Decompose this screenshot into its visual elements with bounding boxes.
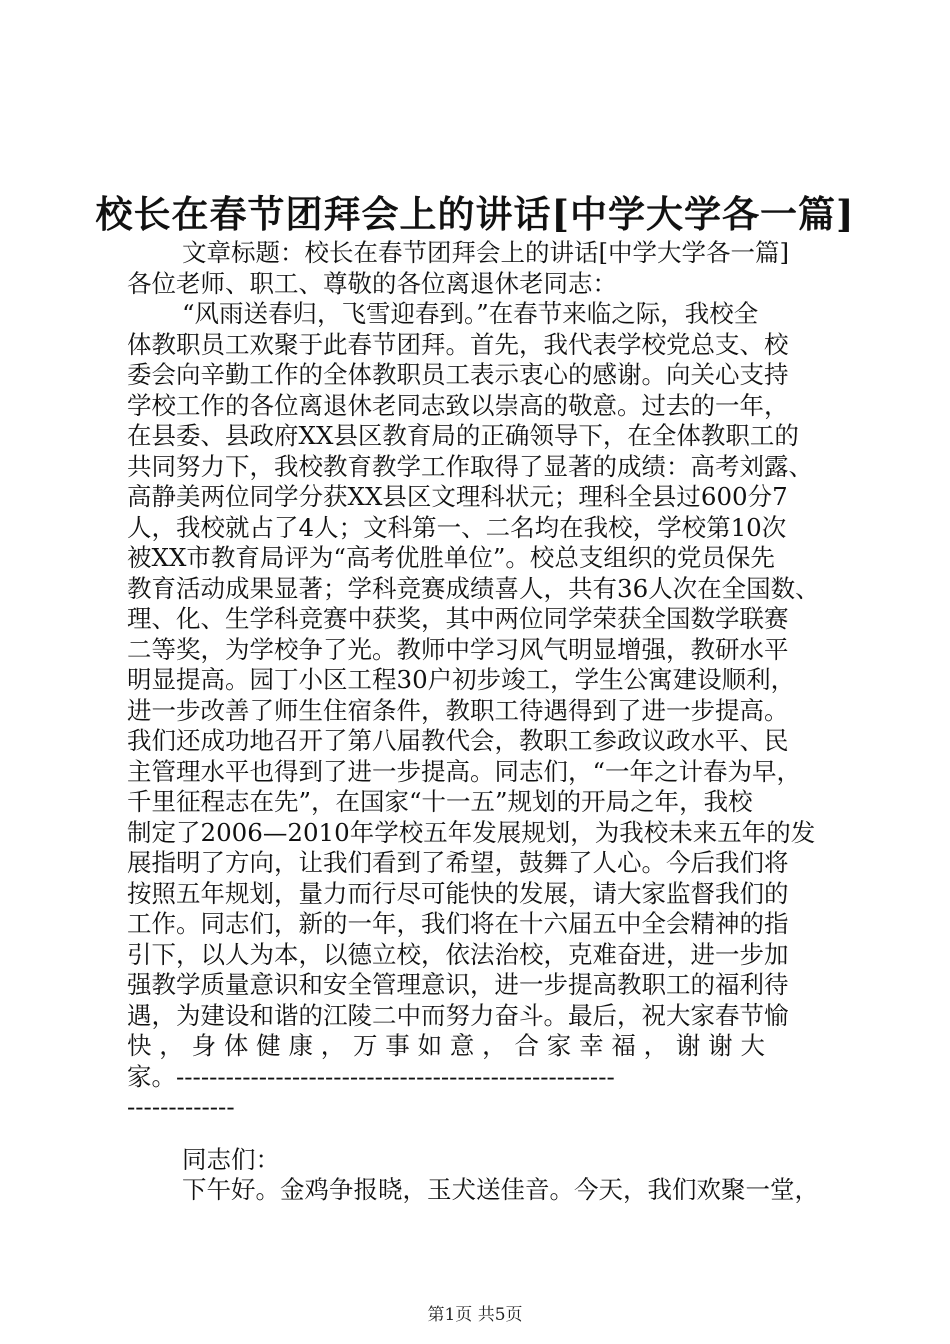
- text-line: 工作。同志们，新的一年，我们将在十六届五中全会精神的指: [127, 909, 789, 938]
- text-line: 委会向辛勤工作的全体教职员工表示衷心的感谢。向关心支持: [127, 360, 789, 389]
- text-line: 理、化、生学科竞赛中获奖，其中两位同学荣获全国数学联赛: [127, 604, 789, 633]
- text-line: 人，我校就占了4人；文科第一、二名均在我校，学校第10次: [127, 512, 787, 542]
- text-line: 引下，以人为本，以德立校，依法治校，克难奋进，进一步加: [127, 939, 789, 969]
- text-line: 我们还成功地召开了第八届教代会，教职工参政议政水平、民: [127, 726, 789, 755]
- document-body: [127, 238, 833, 1206]
- document-title: 校长在春节团拜会上的讲话[中学大学各一篇]: [95, 192, 855, 236]
- text-line: 强教学质量意识和安全管理意识，进一步提高教职工的福利待: [127, 970, 789, 999]
- text-line: 各位老师、职工、尊敬的各位离退休老同志：: [127, 268, 617, 298]
- text-line: 体教职员工欢聚于此春节团拜。首先，我代表学校党总支、校: [127, 329, 789, 359]
- page-footer: 第1页 共5页: [427, 1305, 523, 1325]
- text-line: 教育活动成果显著；学科竞赛成绩喜人，共有36人次在全国数、: [127, 573, 820, 603]
- text-line: 被XX市教育局评为“高考优胜单位”。校总支组织的党员保先: [127, 543, 775, 572]
- text-line: 主管理水平也得到了进一步提高。同志们，“一年之计春为早，: [127, 756, 802, 786]
- text-line: 文章标题：校长在春节团拜会上的讲话[中学大学各一篇]: [182, 238, 790, 267]
- text-line: 家。-----------------------------------------------------: [127, 1061, 615, 1091]
- text-line: 共同努力下，我校教育教学工作取得了显著的成绩：高考刘露、: [127, 451, 813, 481]
- text-line: 明显提高。园丁小区工程30户初步竣工，学生公寓建设顺利，: [127, 665, 796, 694]
- text-line: 进一步改善了师生住宿条件，教职工待遇得到了进一步提高。: [127, 695, 789, 725]
- text-line: -------------: [127, 1092, 235, 1121]
- text-line: 同志们：: [182, 1144, 280, 1174]
- text-line: 遇，为建设和谐的江陵二中而努力奋斗。最后，祝大家春节愉: [127, 1000, 789, 1030]
- text-line: 高静美两位同学分获XX县区文理科状元；理科全县过600分7: [127, 482, 788, 511]
- text-line: 快 ， 身 体 健 康 ， 万 事 如 意 ， 合 家 幸 福 ， 谢 谢 大: [127, 1031, 765, 1060]
- text-line: 制定了2006—2010年学校五年发展规划，为我校未来五年的发: [127, 817, 816, 847]
- text-line: 展指明了方向，让我们看到了希望，鼓舞了人心。今后我们将: [127, 848, 789, 877]
- text-line: 二等奖，为学校争了光。教师中学习风气明显增强，教研水平: [127, 634, 789, 664]
- text-line: 学校工作的各位离退休老同志致以崇高的敬意。过去的一年，: [127, 390, 789, 420]
- text-line: “风雨送春归，飞雪迎春到。”在春节来临之际，我校全: [182, 299, 759, 328]
- text-line: 千里征程志在先”，在国家“十一五”规划的开局之年，我校: [127, 787, 753, 816]
- text-line: 下午好。金鸡争报晓，玉犬送佳音。今天，我们欢聚一堂，: [182, 1175, 819, 1204]
- text-line: 按照五年规划，量力而行尽可能快的发展，请大家监督我们的: [127, 878, 789, 908]
- text-line: 在县委、县政府XX县区教育局的正确领导下，在全体教职工的: [127, 421, 799, 450]
